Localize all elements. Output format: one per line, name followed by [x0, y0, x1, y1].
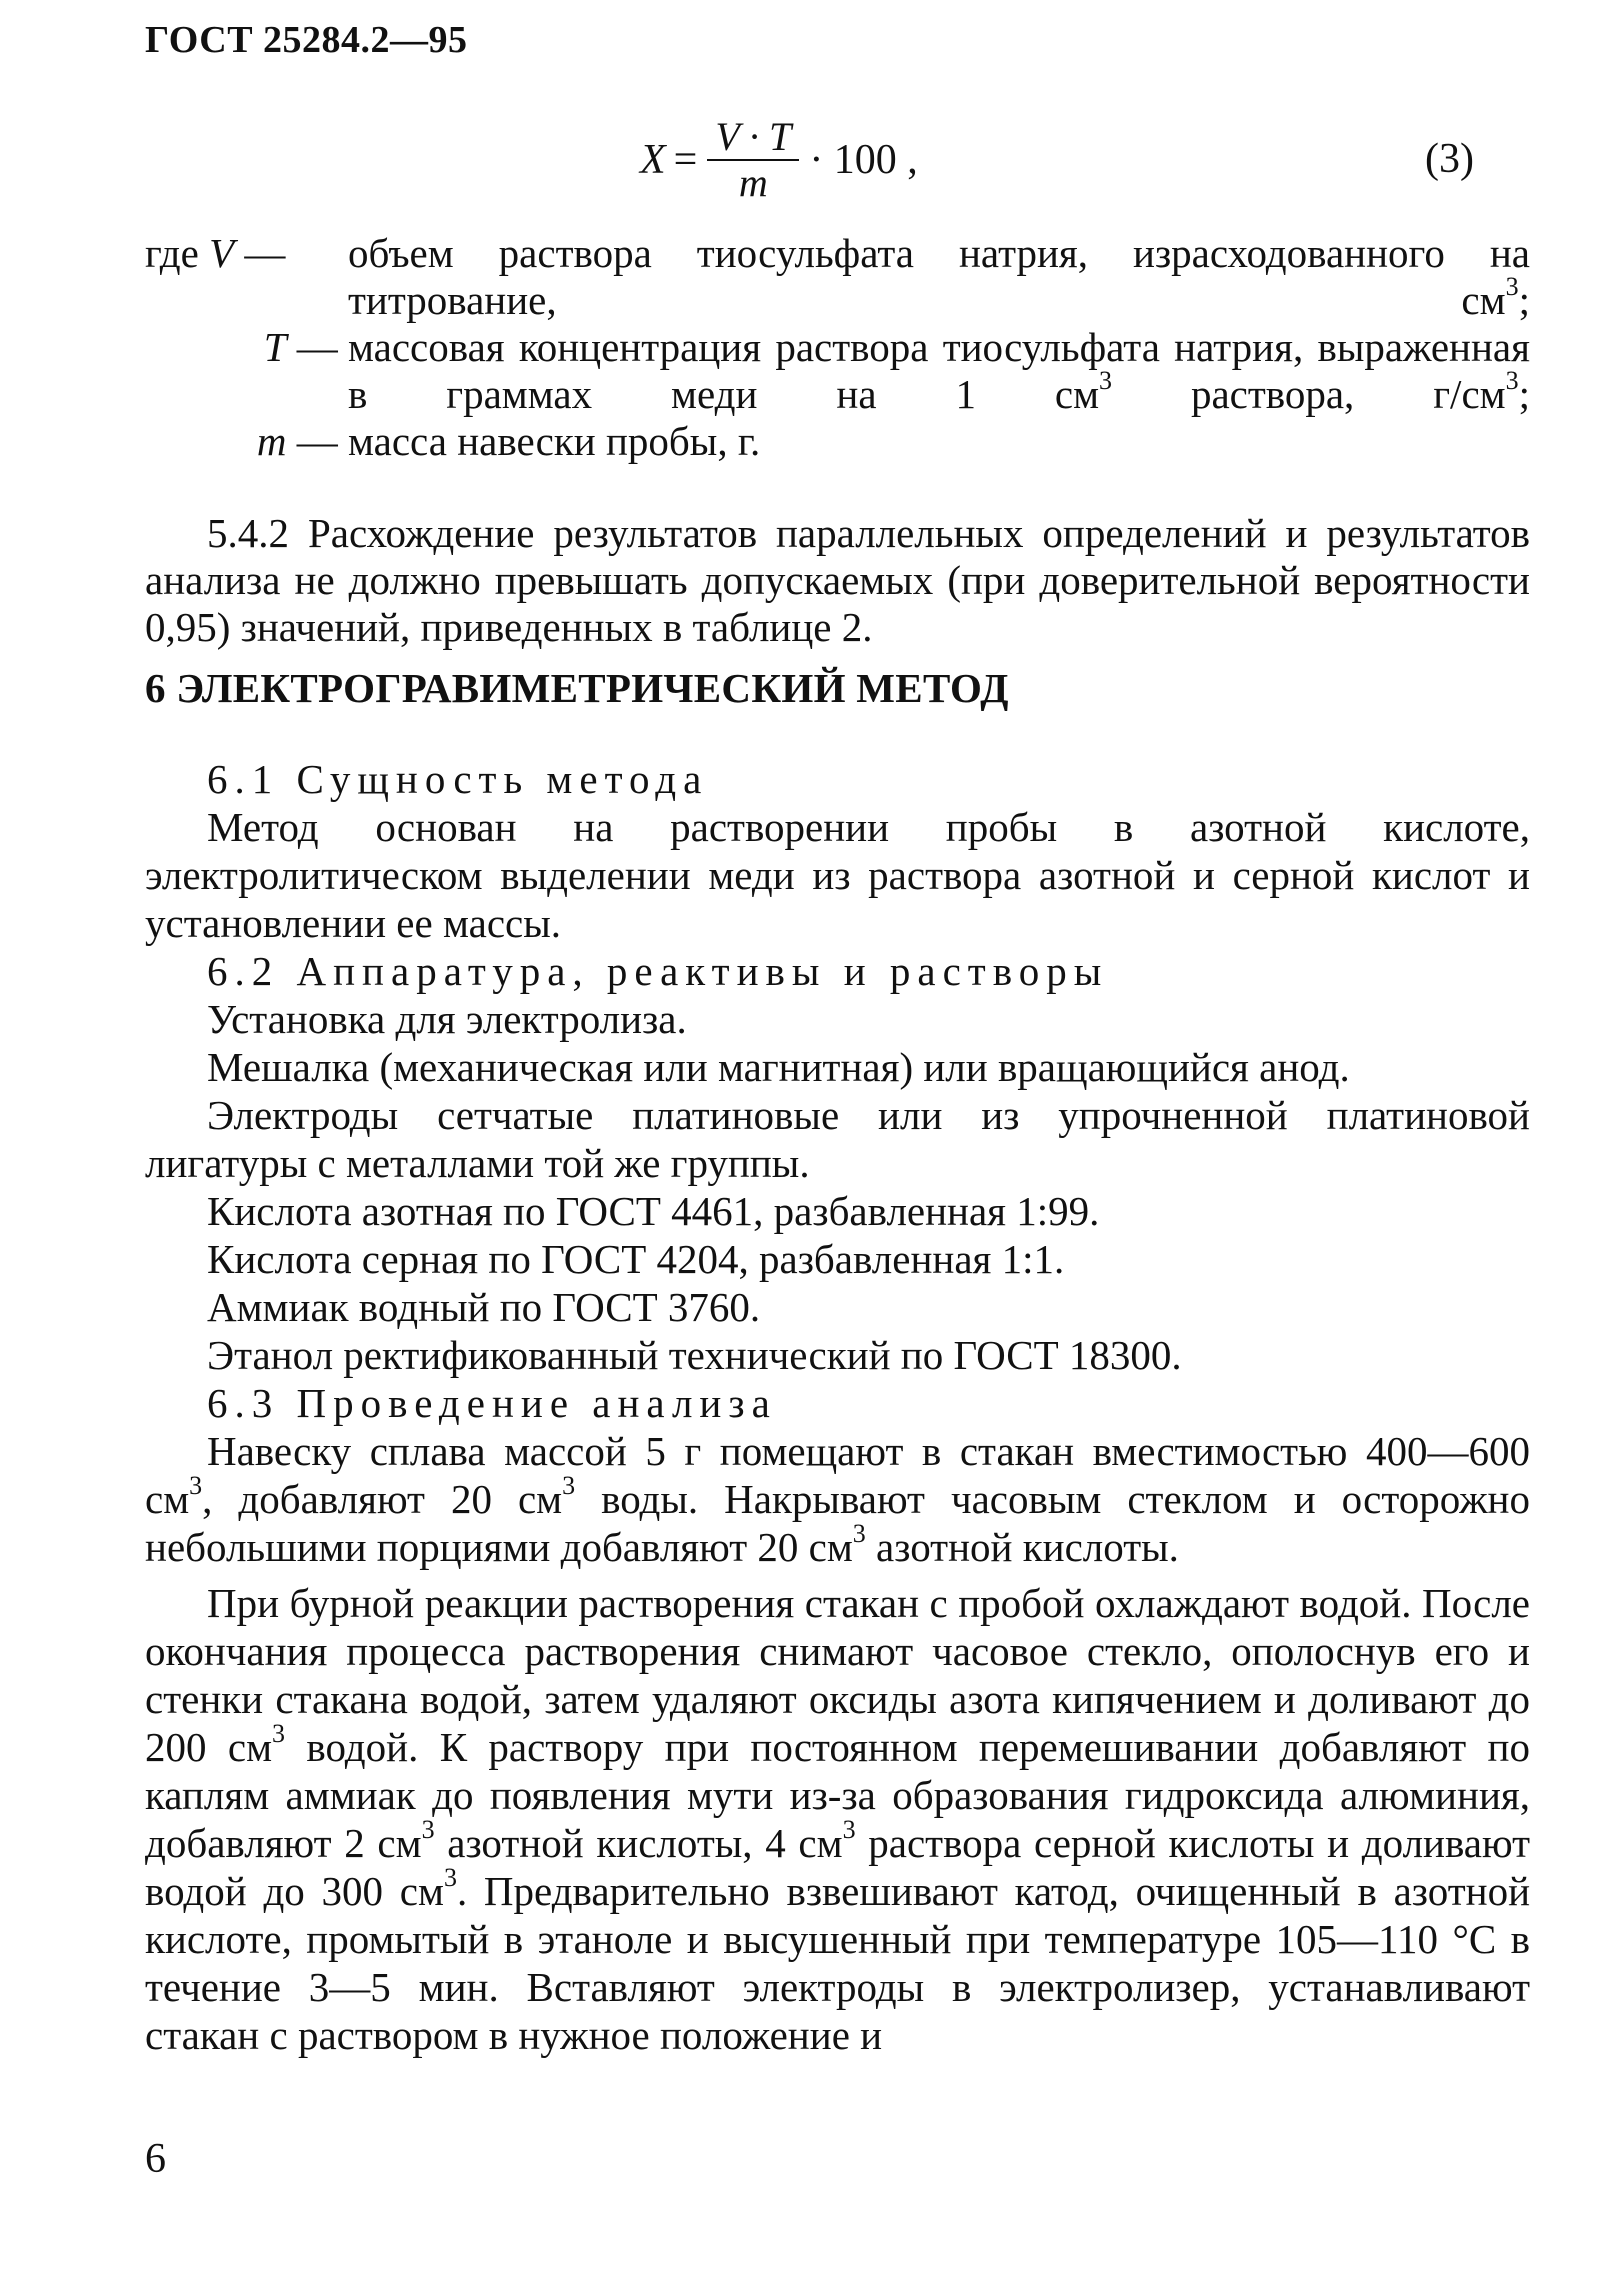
def-text: объем раствора тиосульфата натрия, израсходованного на титрование, $см^3$; [348, 230, 1530, 323]
document-header: ГОСТ 25284.2—95 [145, 19, 468, 61]
formula-equals: = [673, 137, 698, 183]
formula-3 [640, 105, 918, 215]
reagent-item: Этанол ректификованный технический по ГОСТ 18300. [207, 1332, 1182, 1378]
def-symbol: V [209, 230, 235, 276]
procedure-paragraph-2: При бурной реакции растворения стакан с пробой охлаждают водой. После окончания процесса растворения снимают часовое стекло, ополоснув его и стенки стакана водой, затем удаляют оксиды азота кипячением и доливают до 200 $см^3$ водой. К раствору при постоянном перемешивании добавляют по каплям аммиак до появления мути из-за образования гидроксида алюминия, добавляют 2 $см^3$ азотной кислоты, 4 $см^3$ раствора серной кислоты и доливают водой до 300 $см^3$. Предварительно взвешивают катод, очищенный в азотной кислоте, промытый в этаноле и высушенный при температуре 105—110 °С в течение 3—5 мин. Вставляют электроды в электролизер, устанавливают стакан с раствором в нужное положение и [145, 1580, 1531, 2058]
page-number: 6 [145, 2136, 166, 2182]
subsection-6-3-heading: 6.3 Проведение анализа [207, 1380, 777, 1426]
formula-multiplier: · 100 , [809, 137, 918, 183]
subsection-6-1-text: Метод основан на растворении пробы в азотной кислоте, электролитическом выделении меди из раствора азотной и серной кислот и установлении ее массы. [145, 804, 1530, 946]
definition-v [145, 230, 1530, 324]
subsection-6-1-heading: 6.1 Сущность метода [207, 756, 709, 802]
def-symbol: m [256, 418, 287, 464]
section-6-content [145, 755, 1530, 2059]
reagent-item: Аммиак водный по ГОСТ 3760. [207, 1284, 761, 1330]
definition-t [145, 324, 1530, 418]
formula-denominator: m [738, 160, 768, 205]
def-prefix: где [145, 230, 210, 276]
def-symbol: T [263, 324, 287, 370]
definitions-list [145, 230, 1530, 465]
def-text: массовая концентрация раствора тиосульфата натрия, выраженная в граммах меди на 1 $см^3$ раствора, $г/см^3$; [348, 324, 1530, 417]
reagent-item: Электроды сетчатые платиновые или из упрочненной платиновой лигатуры с металлами той же группы. [145, 1092, 1530, 1186]
formula-number: (3) [1425, 136, 1474, 182]
formula-numerator: V · T [715, 114, 792, 159]
reagent-item: Кислота азотная по ГОСТ 4461, разбавленная 1:99. [207, 1188, 1100, 1234]
definition-m [145, 418, 1530, 465]
formula-lhs: X [640, 137, 666, 183]
reagent-item: Установка для электролиза. [207, 996, 687, 1042]
section-6-title: 6 ЭЛЕКТРОГРАВИМЕТРИЧЕСКИЙ МЕТОД [145, 665, 1009, 711]
def-dash: — [286, 324, 348, 370]
reagent-item: Мешалка (механическая или магнитная) или вращающийся анод. [207, 1044, 1350, 1090]
reagent-item: Кислота серная по ГОСТ 4204, разбавленная 1:1. [207, 1236, 1065, 1282]
subsection-6-2-heading: 6.2 Аппаратура, реактивы и растворы [207, 948, 1109, 994]
clause-5-4-2: 5.4.2 Расхождение результатов параллельных определений и результатов анализа не должно превышать допускаемых (при доверительной вероятности 0,95) значений, приведенных в таблице 2. [145, 510, 1530, 650]
formula-fraction [707, 115, 799, 205]
procedure-paragraph-1: Навеску сплава массой 5 г помещают в стакан вместимостью 400—600 $см^3$, добавляют 20 $см^3$ воды. Накрывают часовым стеклом и осторожно небольшими порциями добавляют 20 $см^3$ азотной кислоты. [145, 1428, 1530, 1570]
def-text: масса навески пробы, г. [348, 418, 761, 464]
def-dash: — [234, 230, 296, 276]
def-dash: — [286, 418, 348, 464]
